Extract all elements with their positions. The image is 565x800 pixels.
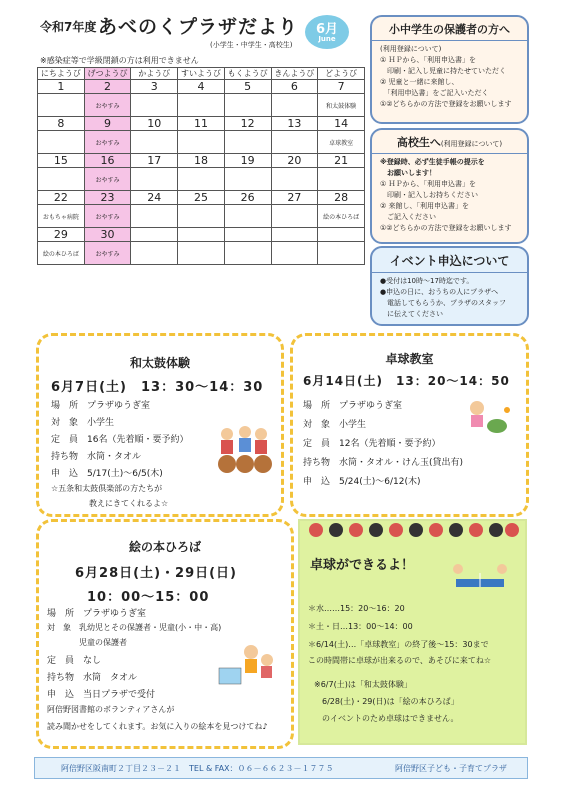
calendar-day-note [318,168,365,191]
calendar-day-number: 16 [84,154,131,168]
calendar-day-number: 22 [38,191,85,205]
highschool-info-line: ①②どちらかの方法で登録をお願いします [380,224,512,232]
event-picturebook-time: 10：00～15：00 [87,590,210,605]
parents-info-line: 「利用申込書」をご記入いただく [380,89,489,97]
event-pingpong-detail: 対 象 小学生 [303,420,367,430]
calendar-note-row [38,131,365,154]
highschool-info-title: 高校生へ [396,136,441,149]
calendar-day-number: 10 [131,117,178,131]
calendar-day-note [271,131,318,154]
footer-organization: 阿倍野区子ども・子育てプラザ [395,764,507,773]
calendar-day-number: 27 [271,191,318,205]
calendar-day-number [318,228,365,242]
calendar-note-row [38,94,365,117]
paddles-border-illustration [300,521,525,541]
calendar-day-note: おやすみ [84,168,131,191]
calendar [37,67,365,265]
calendar-day-number: 4 [178,80,225,94]
event-signup-line: 電話してもらうか、プラザのスタッフ [380,299,506,307]
highschool-info-line: ※登録時、必ず生徒手帳の提示を [380,158,485,166]
event-taiko-detail: 申 込 5/17(土)～6/5(木) [51,469,163,479]
event-pingpong-class [290,333,529,517]
calendar-day-note [38,94,85,117]
calendar-day-number: 19 [224,154,271,168]
weekday-sat: どようび [318,68,365,80]
calendar-day-number: 9 [84,117,131,131]
highschool-info-line: ご記入ください [380,213,436,221]
highschool-info-line: 印刷・記入しお持ちください [380,191,478,199]
calendar-day-number: 7 [318,80,365,94]
event-picturebook [36,519,294,749]
calendar-day-note [131,242,178,265]
calendar-date-row [38,154,365,168]
calendar-day-note [224,131,271,154]
event-signup-title: イベント申込について [372,248,527,273]
calendar-day-number: 18 [178,154,225,168]
calendar-day-note: おやすみ [84,94,131,117]
calendar-note-row [38,168,365,191]
highschool-info-line: ① ＨＰから、「利用申込書」を [380,180,477,188]
event-pingpong-title: 卓球教室 [385,352,434,366]
pingpong-exception-note: ※6/7(土)は「和太鼓体験」 [314,680,412,689]
calendar-day-number: 13 [271,117,318,131]
fiscal-year: 令和7年度 [40,20,97,34]
event-picturebook-detail: 対 象 乳幼児とその保護者・児童(小・中・高) [47,623,222,632]
calendar-day-note [178,205,225,228]
pingpong-available-box [298,519,527,745]
calendar-day-note [131,168,178,191]
event-picturebook-detail: 場 所 プラザゆうぎ室 [47,609,147,619]
calendar-day-number: 3 [131,80,178,94]
calendar-day-number: 24 [131,191,178,205]
event-taiko-note: ☆五条和太鼓倶楽部の方たちが [51,484,163,493]
calendar-note-row [38,205,365,228]
calendar-day-note [271,94,318,117]
calendar-day-note: おやすみ [84,205,131,228]
calendar-day-note: おもちゃ病院 [38,205,85,228]
calendar-day-number [131,228,178,242]
event-taiko-title: 和太鼓体験 [129,356,190,370]
highschool-info-title-row [372,130,527,154]
calendar-day-note [271,242,318,265]
calendar-day-note: 絵の本ひろば [318,205,365,228]
pingpong-schedule-line: ＊土・日…13：00～14：00 [308,622,413,631]
calendar-day-number: 30 [84,228,131,242]
event-taiko-detail: 持ち物 水筒・タオル [51,452,142,462]
highschool-info-title-note: (利用登録について) [440,140,503,148]
taiko-drummers-illustration [215,424,273,476]
pingpong-exception-note: 6/28(土)・29(日)は「絵の本ひろば」 [314,697,459,706]
calendar-day-note: 和太鼓体験 [318,94,365,117]
calendar-day-number: 21 [318,154,365,168]
pingpong-table-illustration [450,561,510,597]
calendar-date-row [38,228,365,242]
weekday-fri: きんようび [271,68,318,80]
event-picturebook-detail: 申 込 当日プラザで受付 [47,690,156,700]
month-label: 6月 [315,22,339,37]
event-picturebook-title: 絵の本ひろば [128,540,201,554]
event-pingpong-date: 6月14日(土) 13：20～14：50 [303,374,510,388]
calendar-date-row [38,191,365,205]
calendar-day-note: 卓球教室 [318,131,365,154]
event-picturebook-detail: 持ち物 水筒 タオル [47,673,138,683]
newsletter-title: あべのくプラザだより [98,16,299,38]
calendar-day-number: 28 [318,191,365,205]
calendar-day-number: 14 [318,117,365,131]
pingpong-schedule-line: この時間帯に卓球が出来るので、あそびに来てね☆ [308,656,492,665]
event-taiko-date: 6月7日(土) 13：30～14：30 [51,380,264,395]
month-english: June [318,35,336,43]
pingpong-schedule-line: ＊6/14(土)…「卓球教室」の終了後～15：30まで [308,640,489,649]
event-taiko-note: 教えにきてくれるよ☆ [89,499,169,508]
weekday-tue: かようび [131,68,178,80]
event-pingpong-detail: 持ち物 水筒・タオル・けん玉(貸出有) [303,458,464,468]
event-taiko [36,333,284,517]
calendar-day-note [178,94,225,117]
month-badge [305,15,349,49]
footer-address: 阿倍野区阪南町２丁目２３－２１ TEL & FAX：０６－６６２３－１７７５ [61,764,334,773]
parents-info-line: (利用登録について) [380,45,442,53]
parents-info-line: 印刷・記入し児童に持たせていただく [380,67,506,75]
calendar-day-number: 20 [271,154,318,168]
event-picturebook-date: 6月28日(土)・29日(日) [75,566,237,581]
highschool-info-line: お願いします！ [380,169,436,177]
highschool-info-line: ② 来館し、「利用申込書」を [380,202,470,210]
event-taiko-detail: 場 所 プラザゆうぎ室 [51,401,151,411]
calendar-day-number: 25 [178,191,225,205]
calendar-note-row [38,242,365,265]
weekday-header-row [38,68,365,80]
parents-info-line: ② 児童と一緒に来館し、 [380,78,459,86]
pingpong-player-illustration [463,400,513,440]
highschool-info-box [370,128,529,244]
calendar-day-note [224,168,271,191]
event-picturebook-note: 阿倍野図書館のボランティアさんが [47,705,175,714]
pingpong-available-title: 卓球ができるよ！ [310,558,415,573]
event-signup-line: ●受付は10時～17時迄です。 [380,277,474,285]
parents-info-line: ①②どちらかの方法で登録をお願いします [380,100,512,108]
parents-info-box [370,15,529,124]
event-pingpong-detail: 申 込 5/24(土)～6/12(木) [303,477,421,487]
footer-bar [34,757,528,779]
weekday-mon: げつようび [84,68,131,80]
calendar-day-number: 2 [84,80,131,94]
parents-info-title: 小中学生の保護者の方へ [372,17,527,41]
calendar-day-note: おやすみ [84,242,131,265]
calendar-day-note [131,205,178,228]
event-taiko-detail: 対 象 小学生 [51,418,115,428]
calendar-day-number: 5 [224,80,271,94]
event-signup-line: ●申込の日に、おうちの人にプラザへ [380,288,499,296]
event-signup-box [370,246,529,326]
calendar-day-note [38,131,85,154]
calendar-day-note: 絵の本ひろば [38,242,85,265]
calendar-day-number [224,228,271,242]
event-signup-line: に伝えてください [380,310,443,318]
picturebook-children-illustration [215,640,277,690]
calendar-day-number: 17 [131,154,178,168]
event-pingpong-detail: 場 所 プラザゆうぎ室 [303,401,403,411]
calendar-day-number: 8 [38,117,85,131]
event-picturebook-detail: 定 員 なし [47,656,102,666]
calendar-day-number: 23 [84,191,131,205]
weekday-wed: すいようび [178,68,225,80]
calendar-day-number [178,228,225,242]
closure-notice: ※感染症等で学級閉鎖の方は利用できません [40,56,199,65]
calendar-day-number: 15 [38,154,85,168]
weekday-sun: にちようび [38,68,85,80]
calendar-day-note [224,205,271,228]
calendar-day-number: 12 [224,117,271,131]
calendar-day-number: 26 [224,191,271,205]
event-picturebook-note: 読み聞かせをしてくれます。お気に入りの絵本を見つけてね♪ [47,722,268,731]
calendar-day-note [271,168,318,191]
calendar-day-number: 29 [38,228,85,242]
calendar-day-number: 6 [271,80,318,94]
calendar-day-note [224,94,271,117]
calendar-day-note [131,131,178,154]
event-pingpong-detail: 定 員 12名（先着順・要予約） [303,439,441,449]
calendar-day-note [271,205,318,228]
calendar-day-number [271,228,318,242]
event-picturebook-detail: 児童の保護者 [47,638,127,647]
newsletter-subtitle: (小学生・中学生・高校生) [210,41,293,49]
calendar-day-note [38,168,85,191]
calendar-date-row [38,80,365,94]
calendar-day-number: 11 [178,117,225,131]
calendar-day-number: 1 [38,80,85,94]
calendar-day-note [178,168,225,191]
weekday-thu: もくようび [224,68,271,80]
calendar-day-note [178,131,225,154]
calendar-day-note [131,94,178,117]
parents-info-line: ① ＨＰから、「利用申込書」を [380,56,477,64]
calendar-day-note [224,242,271,265]
pingpong-schedule-line: ＊水……15：20～16：20 [308,604,405,613]
event-taiko-detail: 定 員 16名（先着順・要予約） [51,435,189,445]
calendar-day-note [178,242,225,265]
calendar-date-row [38,117,365,131]
calendar-day-note [318,242,365,265]
calendar-day-note: おやすみ [84,131,131,154]
pingpong-exception-note: のイベントのため卓球はできません。 [314,714,459,723]
